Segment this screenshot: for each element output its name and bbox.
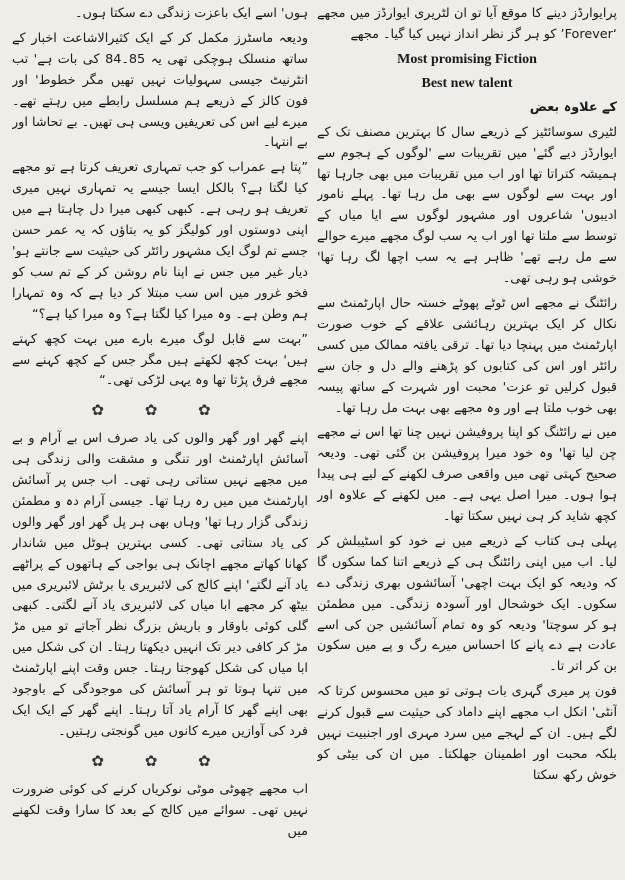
text-column-left <box>12 4 308 876</box>
paragraph: اب مجھے چھوٹی موٹی نوکریاں کرنے کی کوئی ضرورت نہیں تھی۔ سوائے میں کالج کے بعد کا سارا وقت لکھنے میں <box>12 781 308 839</box>
paragraph: رائٹنگ نے مجھے اس ٹوٹے پھوٹے خستہ حال اپارٹمنٹ سے نکال کر ایک بہترین رہائشی علاقے کے خوب صورت اپارٹمنٹ میں پہنچا دیا تھا۔ ترقی یافتہ ممالک میں کسی رائٹر اور اس کی کتابوں کو پڑھنے والے دل و جان سے قبول کرلیں تو عزت' محبت اور شہرت کے ساتھ پیسہ بھی خوب ملتا ہے اور وہ مجھے بھی بہت مل رہا تھا۔ <box>317 295 617 416</box>
paragraph: لٹیری سوسائٹیز کے ذریعے سال کا بہترین مصنف تک کے ایوارڈز دیے گئے' میں تقریبات سے 'لوگوں کے ہجوم سے ہمیشہ کتراتا تھا اور اب میں تقریبات میں بھی جارہا تھا اور بہت سے لوگوں سے بھی مل رہا تھا۔ پہلے نامور ادیبوں' شاعروں اور مشہور لوگوں سے ایا میاں کے توسط سے ملتا تھا اور اب یہ سب لوگ مجھے میرے حوالے سے مل رہے تھے' ظاہر ہے یہ سب اچھا لگ رہا تھا' خوشی ہو رہی تھی۔ <box>317 124 617 287</box>
text-line: کے علاوہ بعض <box>529 99 617 115</box>
paragraph: ”پتا ہے عمراب کو جب تمہاری تعریف کرتا ہے تو مجھے کیا لگتا ہے؟ بالکل ایسا جیسے یہ تمہاری نہیں میری تعریف ہو رہی ہے۔ کبھی کبھی میرا دل چاہتا ہے میں اپنی دوستوں اور کولیگز کو یہ بتاؤں کہ یہ عمر حسن جسے تم لوگ ایک مشہور رائٹر کی حیثیت سے جانتے ہو' دیار غیر میں جس نے اپنا نام روشن کر کے تم سب کو فخو غرور میں اس سب مبتلا کر دیا ہے کہ وہ تمہارا ہم وطن ہے۔ وہ میرا کیا لگتا ہے؟ وہ میرا کیا ہے؟“ <box>12 160 308 322</box>
paragraph: ”بہت سے قابل لوگ میرے بارے میں بہت کچھ کہتے ہیں' بہت کچھ لکھتے ہیں مگر جس کے کچھ کہنے سے مجھے فرق پڑتا تھا وہ یہی لڑکی تھی۔“ <box>12 331 308 389</box>
text-line: کو ہر گز نظر انداز نہیں کیا گیا۔ مجھے <box>350 26 557 42</box>
paragraph <box>317 4 617 46</box>
paragraph: فون پر میری گہری بات ہوتی تو میں محسوس کرتا کہ آنٹی' انکل اب مجھے اپنے داماد کی حیثیت سے قبول کرنے لگے ہیں۔ ان کے لہجے میں سرد مہری اور اجنبیت نہیں بلکہ محبت اور اطمینان جھلکتا۔ میں ان کی بیٹی کو خوش رکھ سکتا <box>317 684 617 783</box>
paragraph: ہوں' اسے ایک باعزت زندگی دے سکتا ہوں۔ <box>74 6 308 21</box>
section-separator: ✿ ✿ ✿ <box>91 401 229 420</box>
paragraph: پہلی ہی کتاب کے ذریعے میں نے خود کو اسٹیبلش کر لیا۔ اب میں اپنی رائٹنگ ہی کے ذریعے اتنا کما سکوں گا کہ ودیعہ کو ایک بہت اچھی' آسائشوں بھری زندگی دے سکوں۔ ایک خوشحال اور آسودہ زندگی۔ میں مطمئن ہو کر سوچتا' ودیعہ کو وہ تمام آسائشیں جن کی اسے عادت ہے دے پانے کا احساس میرے رگ و پے میں سکون بن کر اتر تا۔ <box>317 533 617 675</box>
paragraph: ودیعہ ماسٹرز مکمل کر کے ایک کثیرالاشاعت اخبار کے ساتھ منسلک ہوچکی تھی یہ 85۔84 کی بات ہے' تب انٹرنیٹ جیسی سہولیات نہیں تھیں مگر خطوط' اور فون کالز کے ذریعے ہم مسلسل رابطے میں رہتے تھے۔ میرے لیے اس کی تعریفیں ویسی ہی تھیں۔ بے تحاشا اور بے انتہا۔ <box>12 30 308 151</box>
paragraph: میں نے رائٹنگ کو اپنا پروفیشن نہیں چنا تھا اس نے مجھے چن لیا تھا' وہ خود میرا پروفیشن بن گئی تھی۔ ودیعہ صحیح کہتی تھی میں واقعی صرف لکھنے کے لیے ہی پیدا ہوا ہوں۔ میرا اصل یہی ہے۔ میں لکھنے کے علاوہ اور کچھ شاید کر ہی نہیں سکتا تھا۔ <box>317 425 617 525</box>
text-column-right <box>317 4 617 876</box>
paragraph: اپنے گھر اور گھر والوں کی یاد صرف اس بے آرام و بے آسائش اپارٹمنٹ اور تنگی و مشقت والی زندگی ہی میں مجھے نہیں ستاتی رہی تھی۔ اب جس پر آسائش اپارٹمنٹ میں میں رہ رہا تھا۔ جیسی آرام دہ و مطمئن زندگی گزار رہا تھا' وہاں بھی ہر پل گھر اور گھر والوں کی یاد ستاتی تھی۔ کسی بہترین ہوٹل میں شاندار کھانا کھاتے مجھے اچانک ہی بواجی کے ہاتھوں کے پراٹھے یاد آنے لگتے' اپنے کالج کی لائبریری یا برٹش لائبریری میں بیٹھ کر مجھے ابا میاں کی لائبریری یاد آنے لگتی۔ کبھی گلی کوئی باوقار و باریش بزرگ نظر آجاتے تو میں مڑ مڑ کر کافی دیر تک انہیں دیکھتا رہتا۔ ان کی شکل میں ابا میاں کی شکل کھوجتا رہتا۔ جس وقت اپنے اپارٹمنٹ میں تنہا ہوتا تو ہر آسائش کی موجودگی کے باوجود بھی اپنے گھر کا آرام یاد آتا رہتا۔ اپنے گھر کے ایک ایک فرد کی آوازیں میرے کانوں میں گونجتی رہتیں۔ <box>12 431 308 739</box>
award-title: Most promising Fiction <box>397 51 537 67</box>
section-separator: ✿ ✿ ✿ <box>91 751 229 770</box>
award-title: Best new talent <box>421 75 513 91</box>
text-line: پرایوارڈز دینے کا موقع آیا تو ان لٹریری ایوارڈز میں مجھے ‘Forever’ <box>317 6 617 42</box>
